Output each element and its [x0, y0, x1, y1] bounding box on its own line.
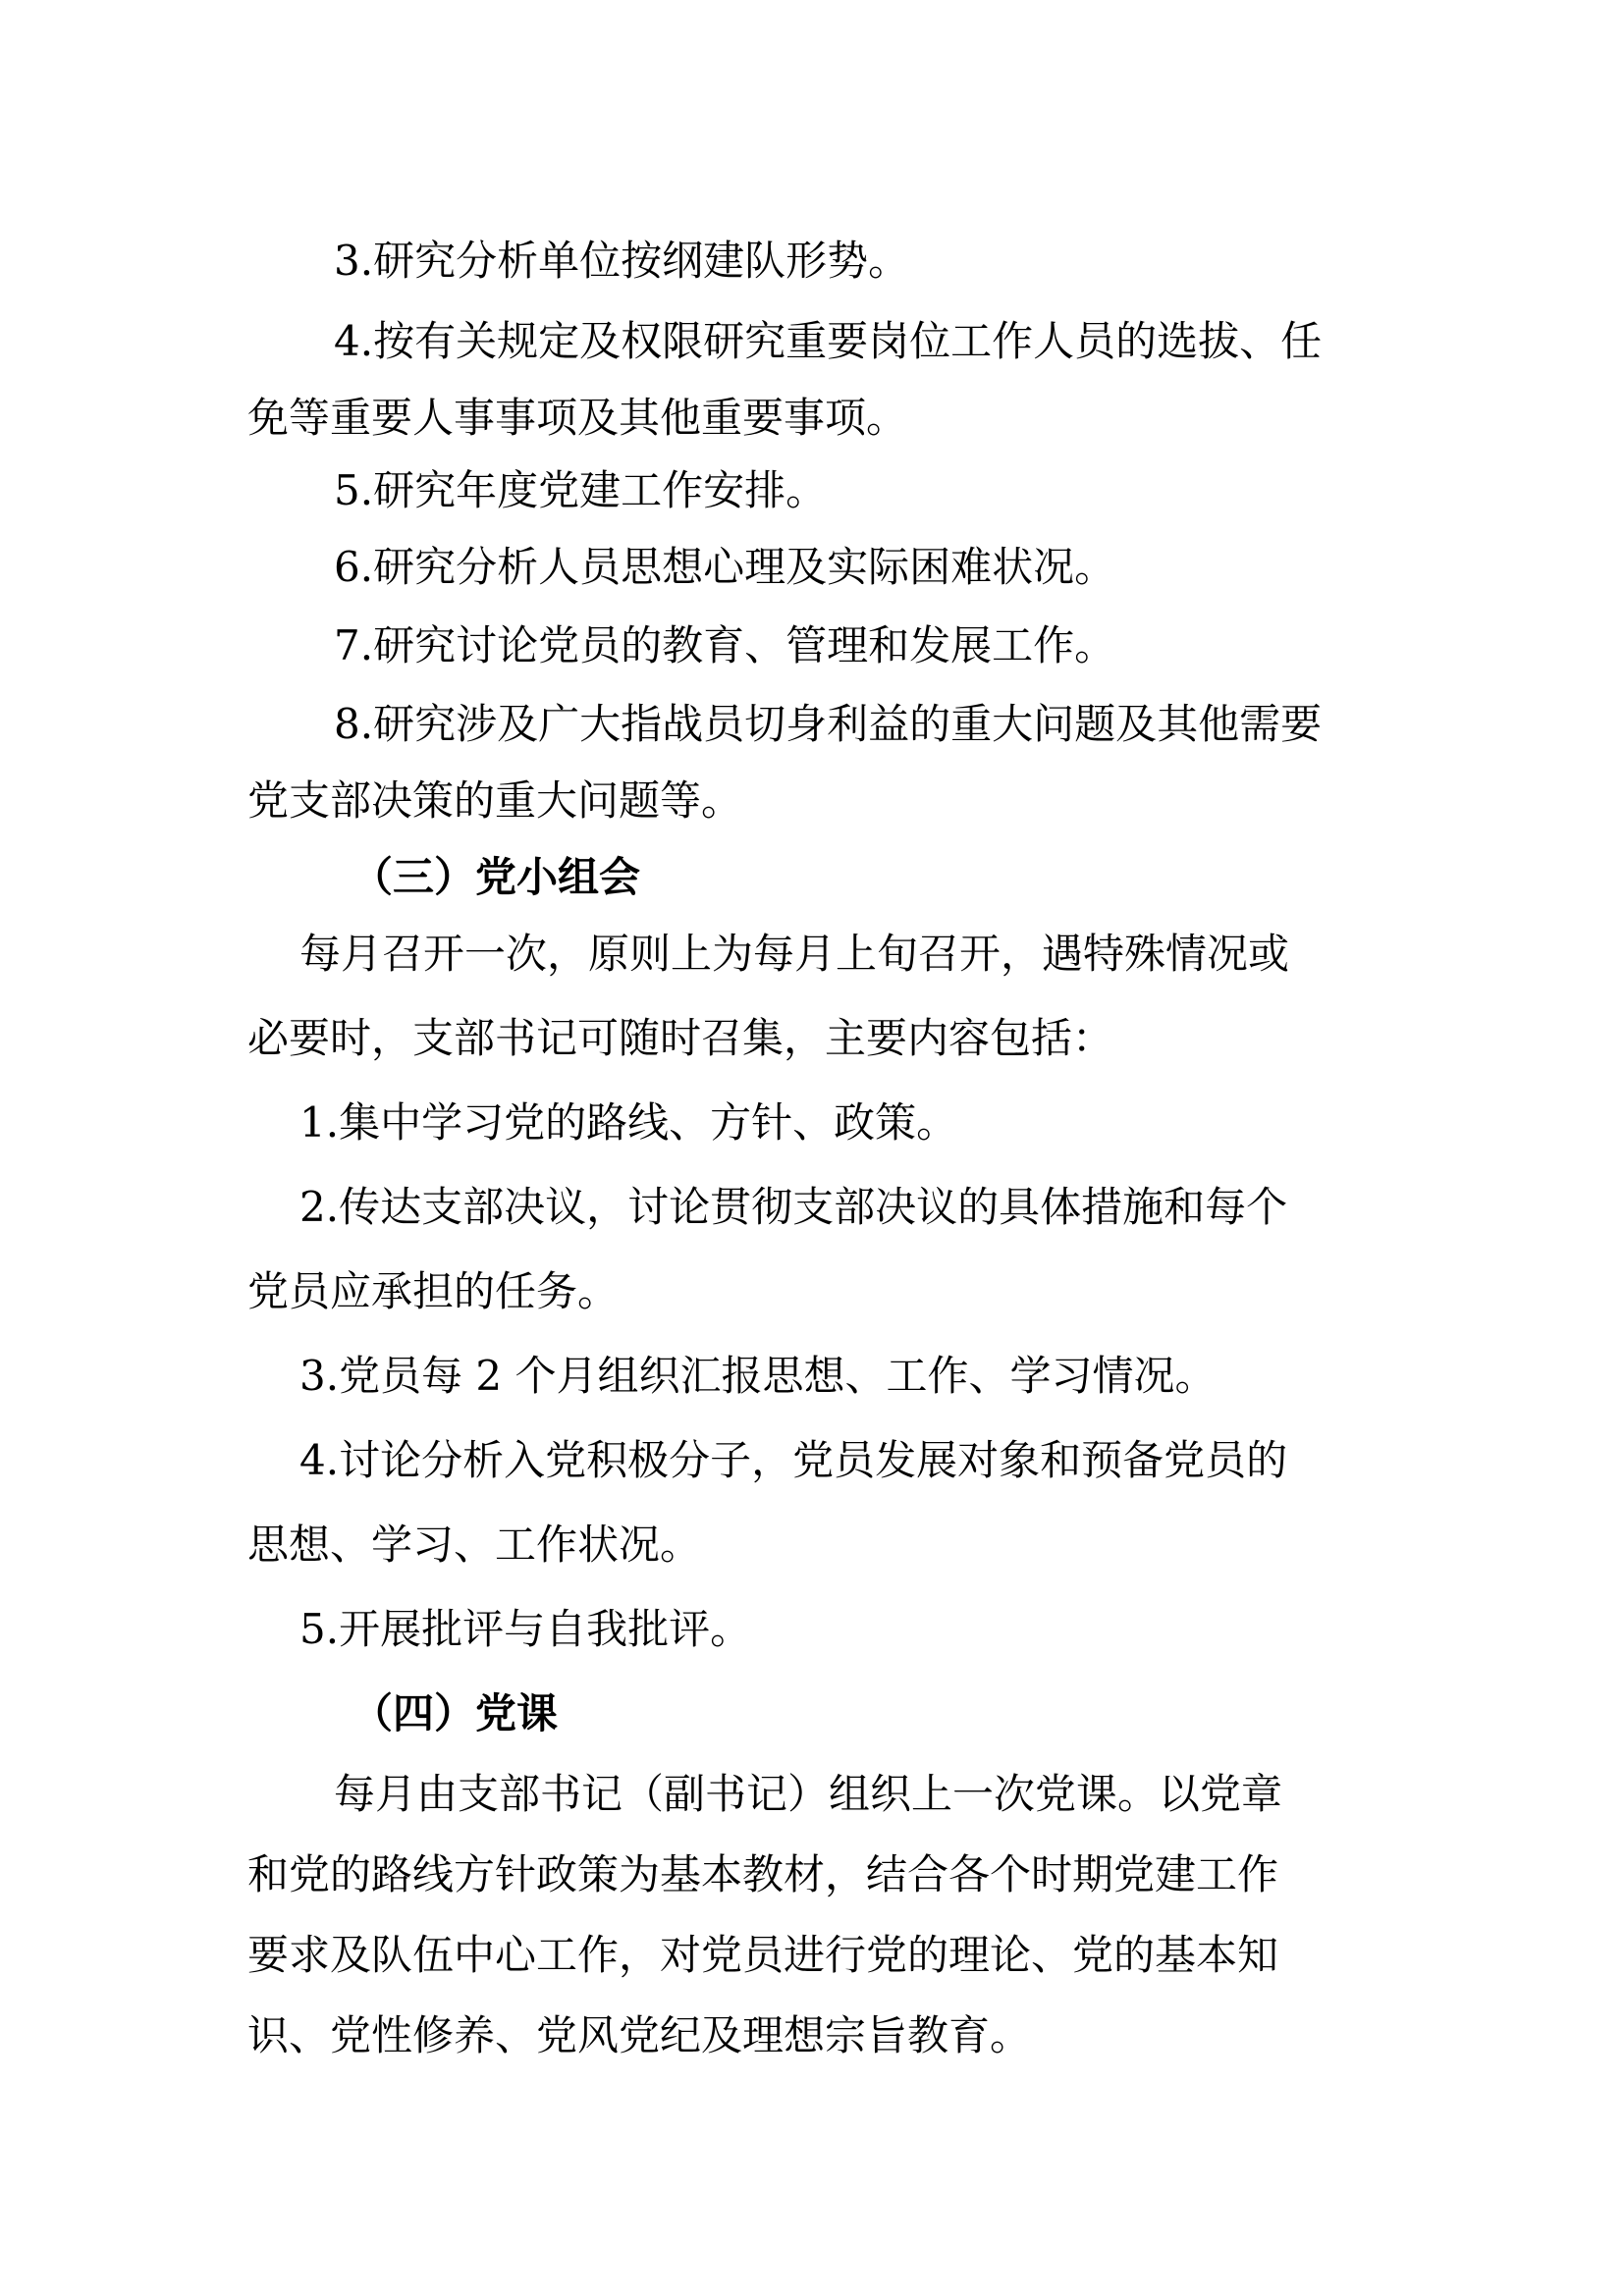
section-3-intro-line-1: 每月召开一次，原则上为每月上旬召开，遇特殊情况或	[299, 930, 1290, 978]
item-8-line-1: 8.研究涉及广大指战员切身利益的重大问题及其他需要	[334, 700, 1323, 748]
section-3-item-2-line-1: 2.传达支部决议，讨论贯彻支部决议的具体措施和每个	[299, 1183, 1288, 1231]
item-8-line-2: 党支部决策的重大问题等。	[247, 776, 743, 825]
section-3-intro-line-2: 必要时，支部书记可随时召集，主要内容包括：	[247, 1014, 1114, 1062]
section-3-heading: （三）党小组会	[352, 853, 641, 901]
item-6-personnel-analysis: 6.研究分析人员思想心理及实际困难状况。	[334, 543, 1116, 591]
item-3-research-situation: 3.研究分析单位按纲建队形势。	[334, 237, 910, 285]
section-3-item-1: 1.集中学习党的路线、方针、政策。	[299, 1098, 958, 1147]
section-4-para-line-1: 每月由支部书记（副书记）组织上一次党课。以党章	[334, 1770, 1283, 1818]
section-3-item-5: 5.开展批评与自我批评。	[299, 1605, 752, 1653]
section-4-heading: （四）党课	[352, 1689, 559, 1737]
section-4-para-line-4: 识、党性修养、党风党纪及理想宗旨教育。	[247, 2011, 1032, 2059]
section-3-item-4-line-1: 4.讨论分析入党积极分子，党员发展对象和预备党员的	[299, 1436, 1288, 1484]
item-4-line-1: 4.按有关规定及权限研究重要岗位工作人员的选拔、任	[334, 317, 1323, 365]
item-4-line-2: 免等重要人事事项及其他重要事项。	[247, 394, 908, 442]
section-4-para-line-3: 要求及队伍中心工作，对党员进行党的理论、党的基本知	[247, 1931, 1279, 1979]
section-3-item-3: 3.党员每 2 个月组织汇报思想、工作、学习情况。	[299, 1352, 1217, 1400]
section-3-item-2-line-2: 党员应承担的任务。	[247, 1267, 620, 1315]
section-3-item-4-line-2: 思想、学习、工作状况。	[247, 1521, 702, 1569]
item-7-member-education: 7.研究讨论党员的教育、管理和发展工作。	[334, 621, 1116, 669]
item-5-annual-plan: 5.研究年度党建工作安排。	[334, 466, 828, 514]
section-4-para-line-2: 和党的路线方针政策为基本教材，结合各个时期党建工作	[247, 1850, 1279, 1898]
